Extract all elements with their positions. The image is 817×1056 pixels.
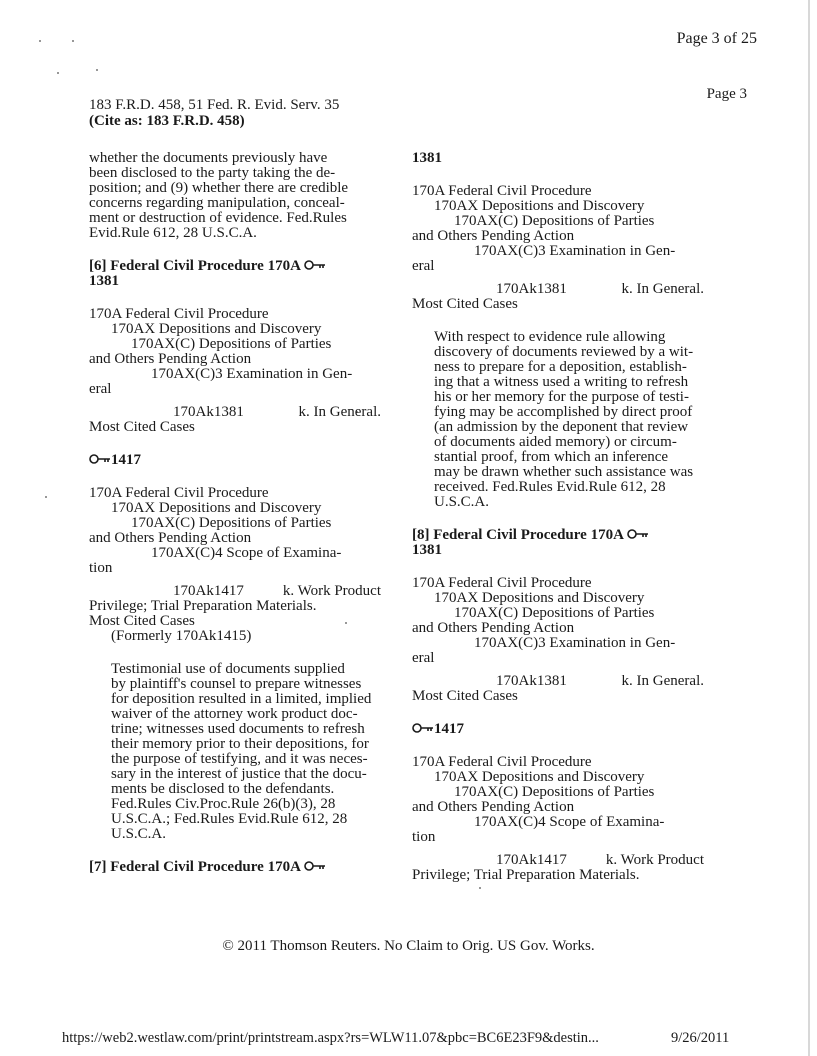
text-line: their memory prior to their depositions, for [111, 736, 369, 752]
subtopic-cont: and Others Pending Action [412, 620, 575, 636]
most-cited-link[interactable]: Most Cited Cases [89, 613, 195, 629]
subtopic: 170AX(C) Depositions of Parties [454, 784, 655, 800]
text-line: concerns regarding manipulation, conceal- [89, 195, 345, 211]
subtopic: 170AX Depositions and Discovery [111, 500, 322, 516]
text-line: received. Fed.Rules Evid.Rule 612, 28 [434, 479, 666, 495]
text-line: may be drawn whether such assistance was [434, 464, 694, 480]
citation: 183 F.R.D. 458, 51 Fed. R. Evid. Serv. 35 [89, 97, 340, 113]
headnote-title: [6] Federal Civil Procedure 170A [89, 258, 301, 274]
headnote-title: [8] Federal Civil Procedure 170A [412, 527, 624, 543]
topic: 170A Federal Civil Procedure [412, 754, 592, 770]
text-line: been disclosed to the party taking the de- [89, 165, 336, 181]
subtopic-cont: and Others Pending Action [89, 530, 252, 546]
key-heading [89, 453, 381, 468]
key-desc-cont: Privilege; Trial Preparation Materials. [412, 867, 640, 883]
subtopic: 170AX(C) Depositions of Parties [131, 515, 332, 531]
text-line: his or her memory for the purpose of testi- [434, 389, 689, 405]
formerly-note: (Formerly 170Ak1415) [111, 628, 252, 644]
text-line: discovery of documents reviewed by a wit- [434, 344, 694, 360]
key-number-icon [304, 860, 326, 872]
subtopic: 170AX(C)3 Examination in Gen- [474, 243, 676, 259]
key-number: 170Ak1417 [496, 852, 567, 868]
page-counter-top: Page 3 of 25 [676, 30, 757, 47]
subtopic-cont: tion [89, 560, 113, 576]
topic: 170A Federal Civil Procedure [89, 306, 269, 322]
print-url: https://web2.westlaw.com/print/printstream.aspx?rs=WLW11.07&pbc=BC6E23F9&destin... [62, 1030, 599, 1046]
copyright-notice: © 2011 Thomson Reuters. No Claim to Orig. US Gov. Works. [222, 938, 595, 954]
headnote-8 [412, 528, 704, 543]
subtopic-cont: tion [412, 829, 436, 845]
right-column [412, 151, 704, 883]
text-line: Evid.Rule 612, 28 U.S.C.A. [89, 225, 257, 241]
key-number-block [412, 184, 704, 312]
text-line: U.S.C.A. [111, 826, 167, 842]
scan-speck [39, 40, 41, 42]
text-line: With respect to evidence rule allowing [434, 329, 666, 345]
most-cited-link[interactable]: Most Cited Cases [412, 688, 518, 704]
text-line: Testimonial use of documents supplied [111, 661, 345, 677]
key-heading [412, 722, 704, 737]
headnote-title: [7] Federal Civil Procedure 170A [89, 859, 301, 875]
subtopic: 170AX(C)3 Examination in Gen- [151, 366, 353, 382]
topic: 170A Federal Civil Procedure [412, 575, 592, 591]
subtopic-cont: and Others Pending Action [89, 351, 252, 367]
text-line: ness to prepare for a deposition, establish- [434, 359, 687, 375]
text-line: the purpose of testifying, and it was neces- [111, 751, 368, 767]
key-desc-cont: Privilege; Trial Preparation Materials. [89, 598, 317, 614]
page-edge [808, 0, 810, 1056]
holding-paragraph [412, 330, 704, 510]
text-line: by plaintiff's counsel to prepare witnesses [111, 676, 362, 692]
scan-speck [96, 69, 98, 71]
topic: 170A Federal Civil Procedure [412, 183, 592, 199]
subtopic-cont: and Others Pending Action [412, 799, 575, 815]
topic: 170A Federal Civil Procedure [89, 485, 269, 501]
most-cited-link[interactable]: Most Cited Cases [89, 419, 195, 435]
key-number-icon [627, 528, 649, 540]
key-heading-number: 1417 [434, 721, 464, 737]
subtopic: 170AX Depositions and Discovery [434, 198, 645, 214]
text-line: ments be disclosed to the defendants. [111, 781, 335, 797]
subtopic-cont: and Others Pending Action [412, 228, 575, 244]
headnote-number: 1381 [412, 542, 442, 558]
key-desc: k. Work Product [282, 583, 381, 599]
text-line: U.S.C.A.; Fed.Rules Evid.Rule 612, 28 [111, 811, 348, 827]
subtopic: 170AX(C) Depositions of Parties [454, 213, 655, 229]
key-desc: k. In General. [298, 404, 381, 420]
text-line: waiver of the attorney work product doc- [111, 706, 358, 722]
page-number: Page 3 [706, 86, 747, 102]
key-number-block [89, 307, 381, 435]
subtopic: 170AX(C)3 Examination in Gen- [474, 635, 676, 651]
key-number: 170Ak1381 [173, 404, 244, 420]
key-line [412, 853, 704, 868]
subtopic: 170AX(C) Depositions of Parties [131, 336, 332, 352]
most-cited-link[interactable]: Most Cited Cases [412, 296, 518, 312]
scan-speck [72, 40, 74, 42]
intro-paragraph [89, 151, 381, 241]
subtopic-cont: eral [412, 650, 435, 666]
key-number-block [412, 576, 704, 704]
text-line: (an admission by the deponent that review [434, 419, 689, 435]
subtopic-cont: eral [412, 258, 435, 274]
subtopic: 170AX(C) Depositions of Parties [454, 605, 655, 621]
text-line: Fed.Rules Civ.Proc.Rule 26(b)(3), 28 [111, 796, 336, 812]
key-line [89, 405, 381, 420]
text-line: stantial proof, from which an inference [434, 449, 669, 465]
holding-paragraph [89, 662, 381, 842]
citation-block [89, 97, 339, 129]
subtopic: 170AX(C)4 Scope of Examina- [151, 545, 342, 561]
key-number: 170Ak1381 [496, 281, 567, 297]
text-line: position; and (9) whether there are credible [89, 180, 349, 196]
subtopic: 170AX Depositions and Discovery [434, 590, 645, 606]
key-number: 170Ak1381 [496, 673, 567, 689]
headnote-number: 1381 [412, 150, 442, 166]
cite-as: (Cite as: 183 F.R.D. 458) [89, 113, 245, 129]
headnote-7 [89, 860, 381, 875]
headnote-number: 1381 [89, 273, 119, 289]
key-number-icon [412, 722, 434, 734]
key-number-block [89, 486, 381, 644]
text-line: for deposition resulted in a limited, implied [111, 691, 372, 707]
text-line: whether the documents previously have [89, 150, 328, 166]
key-heading-number: 1417 [111, 452, 141, 468]
text-line: ing that a witness used a writing to refresh [434, 374, 689, 390]
key-line [89, 584, 381, 599]
left-column [89, 151, 381, 875]
key-number: 170Ak1417 [173, 583, 244, 599]
text-line: sary in the interest of justice that the docu- [111, 766, 367, 782]
text-line: trine; witnesses used documents to refresh [111, 721, 365, 737]
subtopic: 170AX(C)4 Scope of Examina- [474, 814, 665, 830]
key-line [412, 282, 704, 297]
key-desc: k. In General. [621, 673, 704, 689]
subtopic: 170AX Depositions and Discovery [434, 769, 645, 785]
key-line [412, 674, 704, 689]
key-desc: k. Work Product [605, 852, 704, 868]
key-number-icon [304, 259, 326, 271]
print-date: 9/26/2011 [671, 1030, 730, 1046]
headnote-6 [89, 259, 381, 274]
scan-speck [479, 887, 481, 889]
text-line: U.S.C.A. [434, 494, 490, 510]
key-desc: k. In General. [621, 281, 704, 297]
scan-speck [45, 496, 47, 498]
subtopic-cont: eral [89, 381, 112, 397]
text-line: ment or destruction of evidence. Fed.Rules [89, 210, 347, 226]
subtopic: 170AX Depositions and Discovery [111, 321, 322, 337]
key-number-icon [89, 453, 111, 465]
text-line: fying may be accomplished by direct proof [434, 404, 693, 420]
text-line: of documents aided memory) or circum- [434, 434, 677, 450]
key-number-block [412, 755, 704, 883]
scan-speck [57, 72, 59, 74]
